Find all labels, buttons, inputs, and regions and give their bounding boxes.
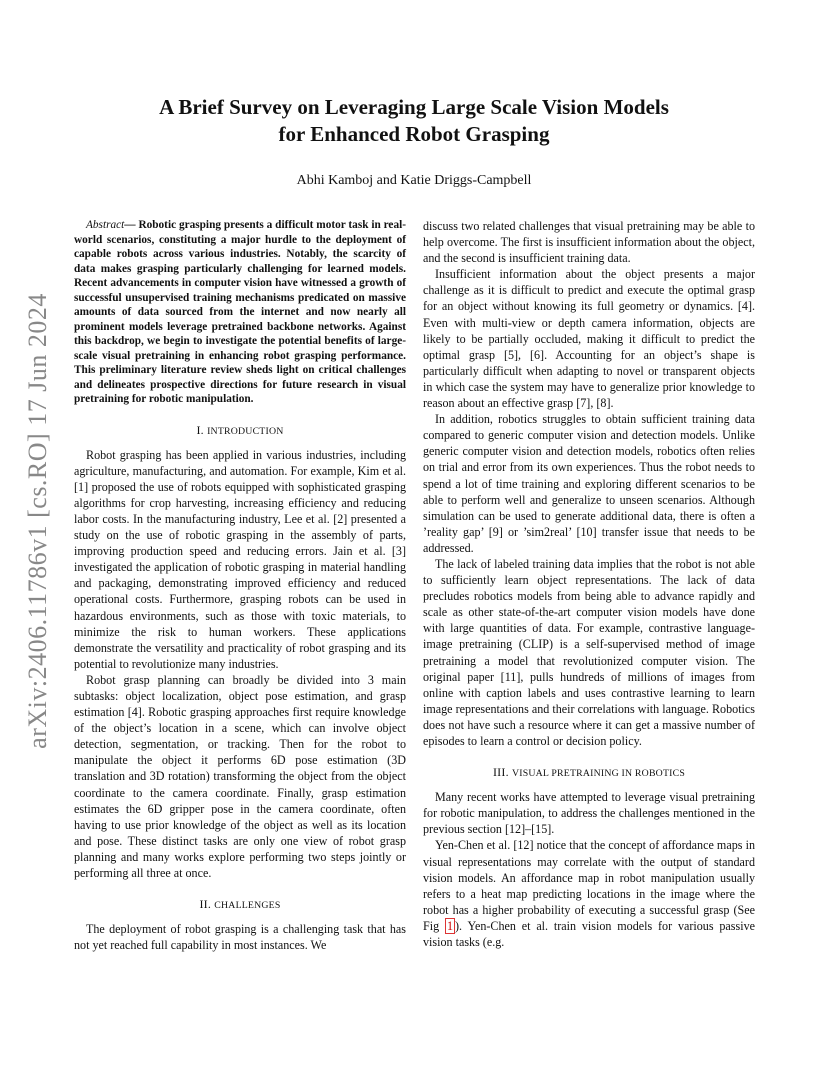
paragraph: Robot grasp planning can broadly be divided into 3 main subtasks: object localization, object pose estimation, and grasp estimation [4]. Robotic grasping approaches first require knowledge of the object’s location in a scene, which can involve object detection, segmentation, or tracking. Then for the robot to manipulate the object it performs 6D pose estimation (3D translation and 3D rotation) transforming the object from the object coordinate to the camera coordinate. Finally, grasp estimation estimates the 6D gripper pose in the camera coordinate, often having to use prior knowledge of the object as well as its location and pose. These distinct tasks are only one view of robot grasp planning and many works explore performing two steps jointly or performing all three at once.: [74, 672, 406, 881]
paragraph: discuss two related challenges that visual pretraining may be able to help overcome. The first is insufficient information about the object, and the second is insufficient training data.: [423, 219, 755, 266]
title-line-1: A Brief Survey on Leveraging Large Scale Vision Models: [159, 95, 669, 119]
abstract: [74, 218, 406, 407]
section-title: VISUAL PRETRAINING IN ROBOTICS: [511, 768, 685, 780]
authors: Abhi Kamboj and Katie Driggs-Campbell: [296, 173, 532, 188]
section-number: III.: [492, 765, 512, 780]
paragraph: In addition, robotics struggles to obtain sufficient training data compared to generic computer vision and detection models. Unlike generic computer vision and detection models, robotics often relies on trial and error from its own experiences. Thus the robot needs to spend a lot of time training and exploring different scenarios to be able to perform well and generalize to unseen scenarios. Although simulation can be used to generate additional data, there is often a ’reality gap’ [9] or ’sim2real’ [10] transfer issue that needs to be addressed.: [423, 412, 755, 555]
paper-title: [0, 94, 828, 148]
paragraph: Robot grasping has been applied in various industries, including agriculture, manufacturing, and automation. For example, Kim et al. [1] proposed the use of robots equipped with sophisticated grasping algorithms for crop harvesting, increasing efficiency and reducing labor costs. In the manufacturing industry, Lee et al. [2] presented a study on the use of robotic grasping in the assembly of parts, improving production speed and reducing errors. Jain et al. [3] investigated the application of robotic grasping in material handling and packaging, demonstrating improved efficiency and reduced operational costs. Furthermore, grasping robots can be used in hazardous environments, such as those with toxic materials, to minimize the risk to human workers. These applications demonstrate the versatility and practicality of robot grasping and its potential to revolutionize many industries.: [74, 447, 406, 671]
section-heading-introduction: [74, 422, 406, 440]
abstract-label: Abstract: [86, 219, 125, 231]
arxiv-stamp-text: arXiv:2406.11786v1 [cs.RO] 17 Jun 2024: [23, 293, 52, 749]
section-heading-challenges: [74, 896, 406, 914]
title-line-2: for Enhanced Robot Grasping: [278, 122, 550, 146]
arxiv-stamp: [18, 286, 58, 756]
paragraph: The deployment of robot grasping is a challenging task that has not yet reached full capability in most instances. We: [74, 922, 406, 953]
abstract-body: — Robotic grasping presents a difficult motor task in real-world scenarios, constituting a major hurdle to the deployment of capable robots across various industries. Notably, the scarcity of data makes grasping particularly challenging for learned models. Recent advancements in computer vision have witnessed a growth of successful unsupervised training mechanisms predicated on massive amounts of data sourced from the internet and now nearly all prominent models leverage pretrained backbone networks. Against this backdrop, we begin to investigate the potential benefits of large-scale visual pretraining in enhancing robot grasping performance. This preliminary literature review sheds light on critical challenges and delineates prospective directions for future research in visual pretraining for robotic manipulation.: [74, 219, 406, 405]
section-heading-visual-pretraining: [423, 764, 755, 782]
paragraph: [423, 837, 755, 950]
section-number: II.: [199, 897, 215, 912]
section-title: INTRODUCTION: [207, 425, 284, 437]
section-number: I.: [196, 422, 208, 437]
paragraph: The lack of labeled training data implies that the robot is not able to sufficiently learn object representations. The lack of data precludes robotics models from being able to advance rapidly and scale as other state-of-the-art computer vision models have done with large quantities of data. For example, contrastive language-image pretraining (CLIP) is a self-supervised method of image pretraining a model that revolutionized computer vision. The original paper [11], pulls hundreds of millions of images from online with caption labels and uses contrastive learning to learn image representations and their correlations with language. Robotics does not have such a resource where it can get a massive number of episodes to learn a control or decision policy.: [423, 556, 755, 748]
paragraph-text: Yen-Chen et al. [12] notice that the concept of affordance maps in visual representations may correlate with the output of standard vision models. An affordance map in robot manipulation usually refers to a heat map predicting locations in the image where the robot has a higher probability of executing a successful grasp (See Fig: [423, 838, 755, 933]
paragraph: Many recent works have attempted to leverage visual pretraining for robotic manipulation, to address the challenges mentioned in the previous section [12]–[15].: [423, 790, 755, 837]
figure-reference-link[interactable]: 1: [446, 918, 454, 933]
paragraph: Insufficient information about the object presents a major challenge as it is difficult to predict and execute the optimal grasp for an object without knowing its full geometry or dynamics. [4]. Even with multi-view or depth camera information, objects are likely to be partially occluded, making it difficult to predict the optimal grasp [5], [6]. Accounting for an object’s shape is particularly difficult when adapting to novel or transparent objects in which case the system may have to generalize prior knowledge to reason about an effective grasp [7], [8].: [423, 267, 755, 411]
section-title: CHALLENGES: [214, 900, 281, 912]
right-column: [423, 218, 755, 950]
paragraph-text: ). Yen-Chen et al. train vision models for various passive vision tasks (e.g.: [423, 918, 755, 950]
left-column: [74, 218, 406, 953]
